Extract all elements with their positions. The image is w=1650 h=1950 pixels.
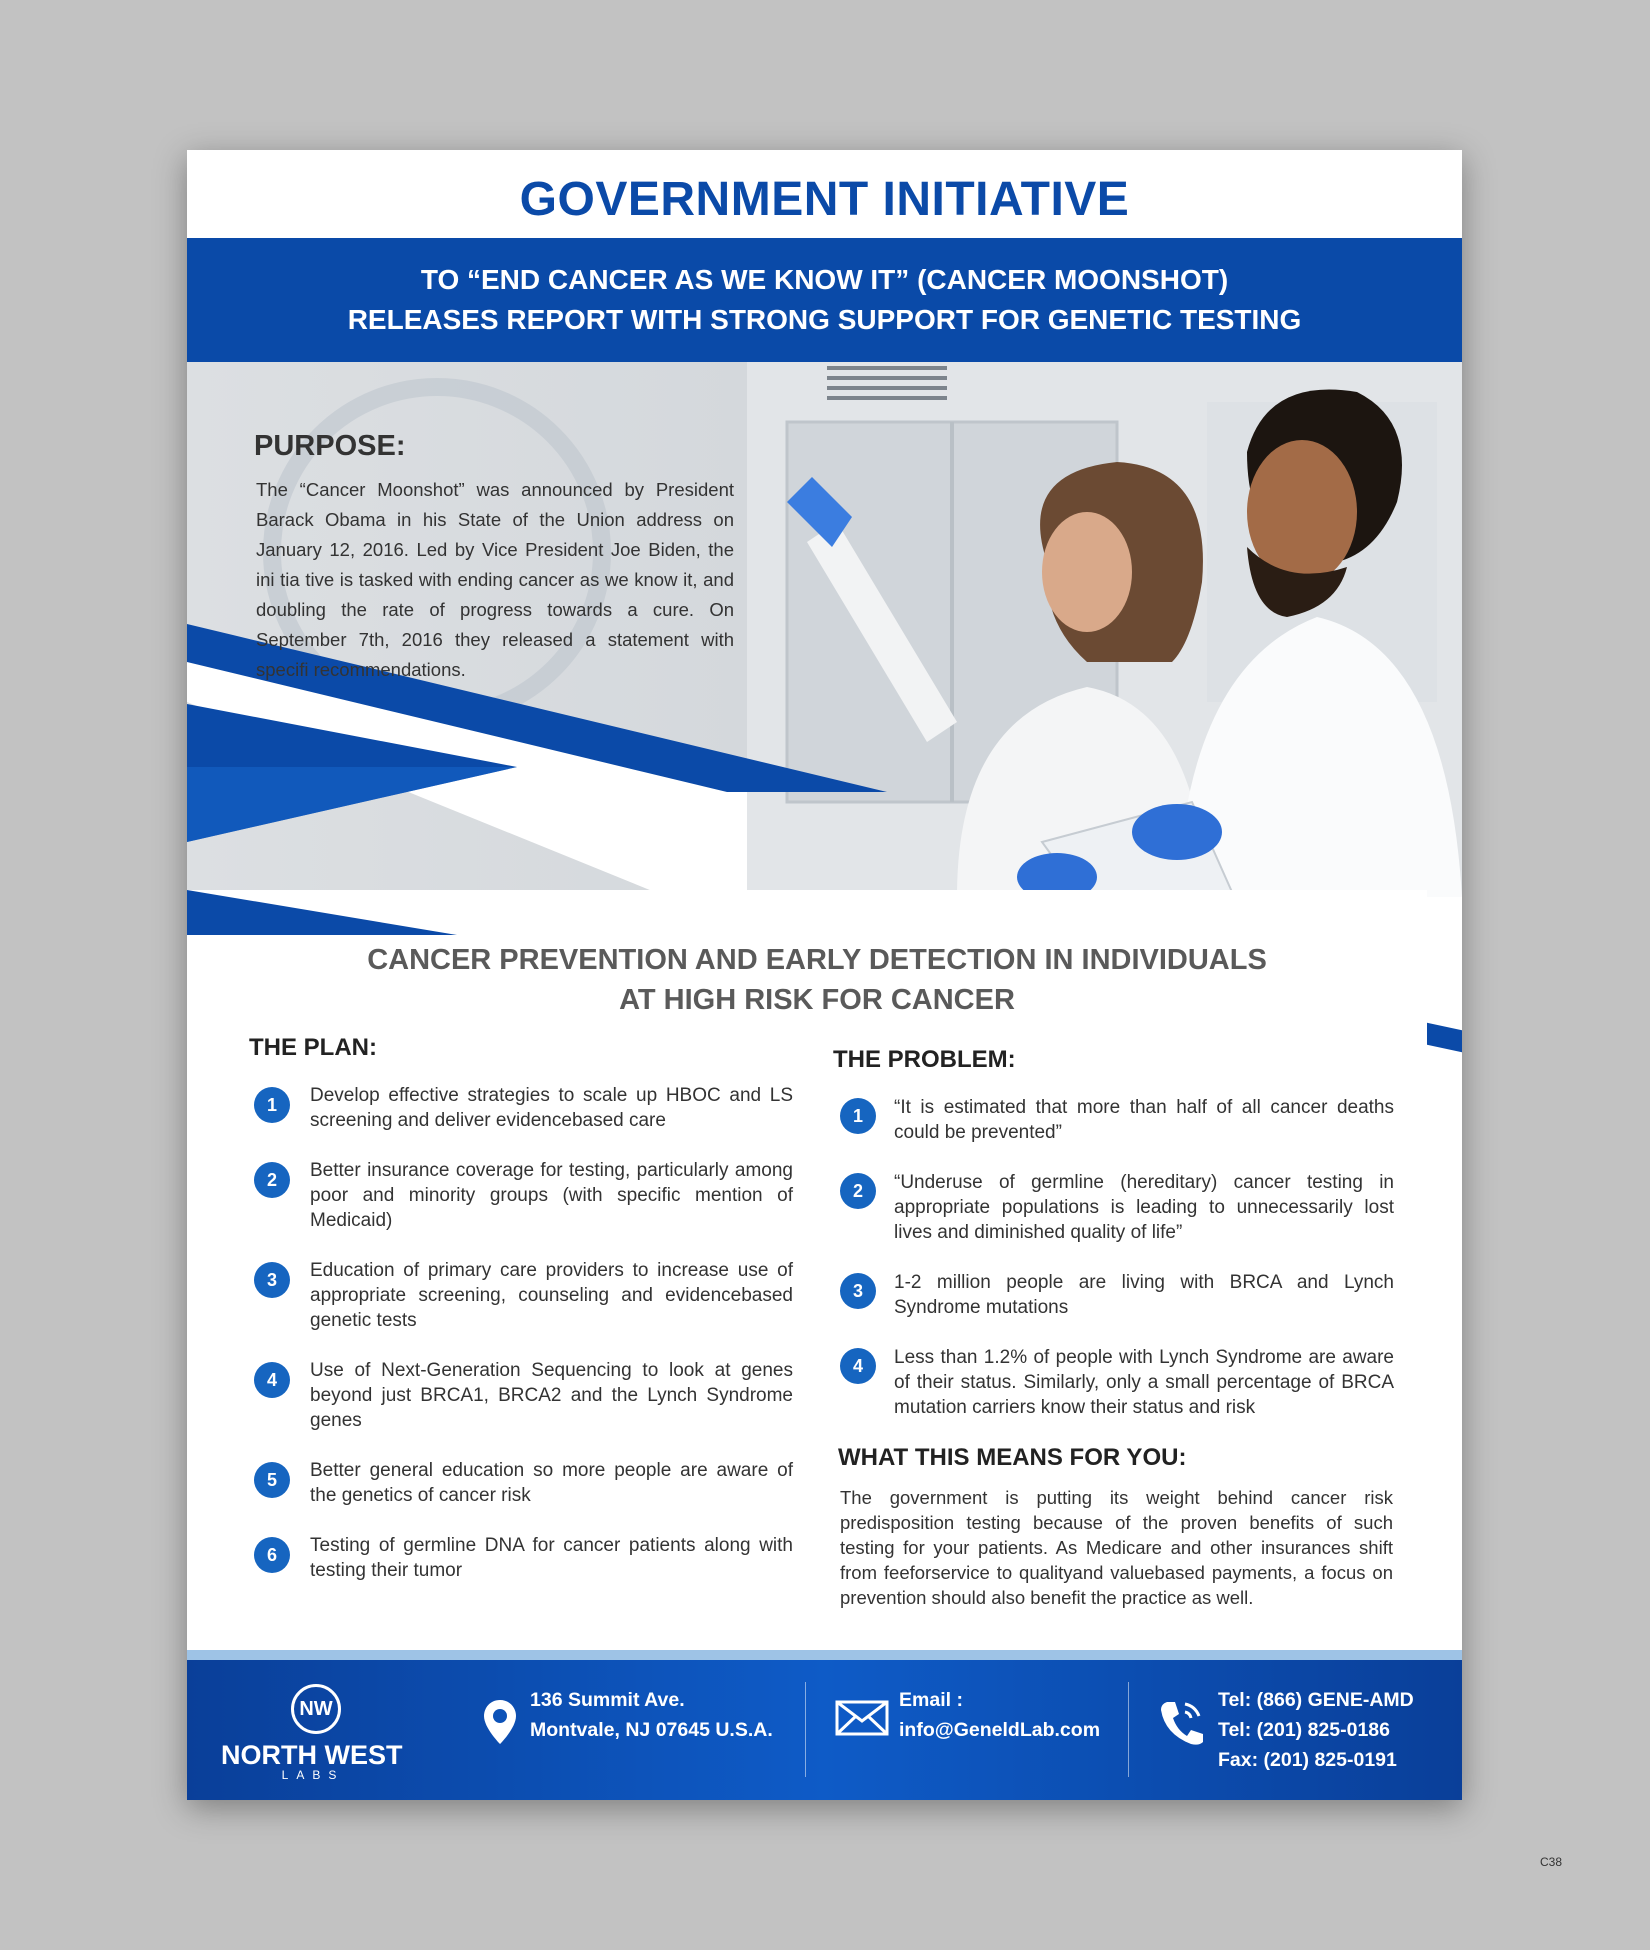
logo-mark-icon (291, 1684, 341, 1734)
tel-secondary[interactable]: Tel: (201) 825-0186 (1218, 1719, 1390, 1741)
address-line-2: Montvale, NJ 07645 U.S.A. (530, 1719, 773, 1741)
section-heading-line-1: CANCER PREVENTION AND EARLY DETECTION IN INDIVIDUALS (367, 944, 1267, 976)
problem-item-text: Less than 1.2% of people with Lynch Syndrome are aware of their status. Similarly, only a small percentage of BRCA mutation carriers know their status and risk (894, 1347, 1394, 1418)
header-banner (187, 238, 1462, 362)
email-block (899, 1685, 1100, 1745)
right-edge-accent (1427, 1023, 1462, 1054)
plan-item-text: Better insurance coverage for testing, particularly among poor and minority groups (with specific mention of Medicaid) (310, 1160, 793, 1231)
email-address[interactable]: info@GeneldLab.com (899, 1719, 1101, 1741)
footer (187, 1660, 1462, 1800)
problem-item-text: “Underuse of germline (hereditary) cancer testing in appropriate populations is leading to unnecessarily lost lives and diminished quality of life” (894, 1172, 1394, 1243)
section-heading-line-2: AT HIGH RISK FOR CANCER (619, 984, 1015, 1016)
plan-item-text: Better general education so more people are aware of the genetics of cancer risk (310, 1460, 793, 1506)
number-badge: 1 (840, 1098, 876, 1134)
phone-icon (1159, 1698, 1205, 1748)
location-pin-icon (482, 1698, 518, 1746)
plan-item-text: Use of Next-Generation Sequencing to look at genes beyond just BRCA1, BRCA2 and the Lynch Syndrome genes (310, 1360, 793, 1431)
problem-item-text: 1-2 million people are living with BRCA and Lynch Syndrome mutations (894, 1272, 1394, 1318)
number-badge: 5 (254, 1462, 290, 1498)
means-heading: WHAT THIS MEANS FOR YOU: (838, 1444, 1187, 1471)
tel-primary[interactable]: Tel: (866) GENE-AMD (1218, 1689, 1414, 1711)
purpose-text: The “Cancer Moonshot” was announced by President Barack Obama in his State of the Union address on January 12, 2016. Led by Vice President Joe Biden, the ini tia tive is tasked with ending cancer as we know it, and doubling the rate of progress towards a cure. On September 7th, 2016 they released a statement with specifi recommendations. (256, 479, 734, 680)
number-badge: 2 (840, 1173, 876, 1209)
plan-heading: THE PLAN: (249, 1034, 377, 1061)
footer-accent-line (187, 1650, 1462, 1660)
fax-number: Fax: (201) 825-0191 (1218, 1749, 1397, 1771)
banner-line-1: TO “END CANCER AS WE KNOW IT” (CANCER MOONSHOT) (420, 264, 1229, 295)
logo-subtitle: LABS (281, 1768, 345, 1782)
number-badge: 6 (254, 1537, 290, 1573)
address (530, 1685, 773, 1745)
means-text: The government is putting its weight behind cancer risk predisposition testing because of the proven benefits of such testing for your patients. As Medicare and other insurances shift from feeforservice to qualityand valuebased payments, a focus on prevention should also benefit the practice as well. (840, 1487, 1393, 1608)
plan-item-text: Education of primary care providers to increase use of appropriate screening, counseling and evidencebased genetic tests (310, 1260, 793, 1331)
page-code: C38 (1540, 1855, 1563, 1869)
section-heading (187, 940, 1447, 1020)
footer-divider (1128, 1682, 1129, 1777)
number-badge: 4 (840, 1348, 876, 1384)
flyer-page (187, 150, 1462, 1800)
envelope-icon (835, 1700, 889, 1736)
number-badge: 3 (254, 1262, 290, 1298)
blue-accent-wedge (187, 890, 457, 935)
address-line-1: 136 Summit Ave. (530, 1689, 685, 1711)
number-badge: 4 (254, 1362, 290, 1398)
plan-item-text: Develop effective strategies to scale up HBOC and LS screening and deliver evidencebased care (310, 1085, 793, 1131)
number-badge: 3 (840, 1273, 876, 1309)
plan-item-text: Testing of germline DNA for cancer patients along with testing their tumor (310, 1535, 793, 1581)
purpose-heading: PURPOSE: (254, 430, 406, 462)
page-title: GOVERNMENT INITIATIVE (519, 173, 1130, 226)
logo-name: NORTH WEST (221, 1740, 403, 1770)
footer-divider (805, 1682, 806, 1777)
number-badge: 1 (254, 1087, 290, 1123)
email-label: Email : (899, 1689, 963, 1711)
banner-line-2: RELEASES REPORT WITH STRONG SUPPORT FOR GENETIC TESTING (347, 304, 1302, 335)
problem-heading: THE PROBLEM: (833, 1046, 1016, 1073)
problem-item-text: “It is estimated that more than half of all cancer deaths could be prevented” (894, 1097, 1394, 1143)
logo-mark-text: NW (299, 1698, 333, 1720)
phone-block (1218, 1685, 1414, 1775)
number-badge: 2 (254, 1162, 290, 1198)
